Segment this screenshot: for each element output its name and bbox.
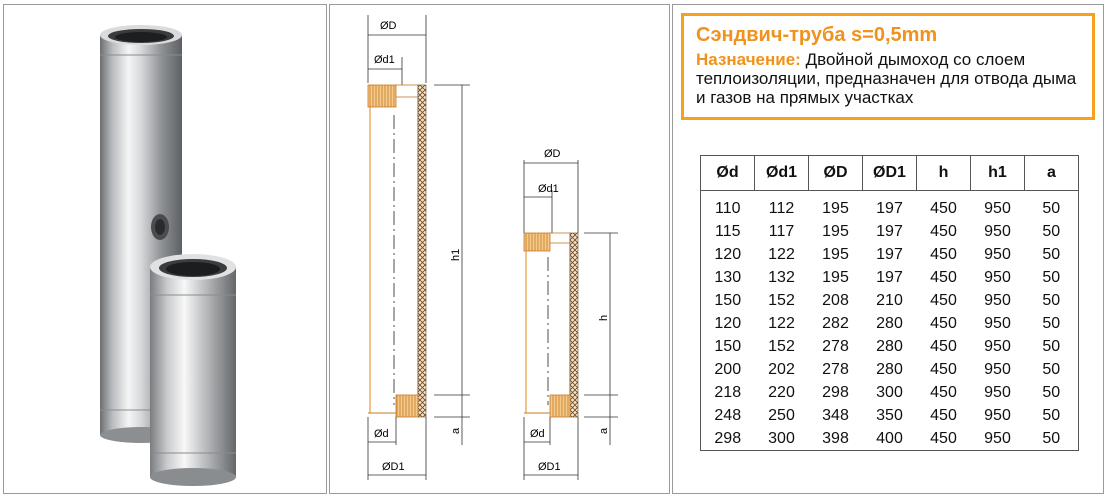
column-header: Ød1 — [755, 156, 809, 191]
table-cell: 300 — [876, 383, 903, 401]
small-inner-diameter-bottom-label: Ød — [530, 428, 545, 440]
column-header: ØD — [809, 156, 863, 191]
column-header: Ød — [701, 156, 755, 191]
table-cell: 298 — [714, 429, 742, 447]
table-cell: 50 — [1042, 268, 1061, 286]
table-cell: 195 — [822, 268, 849, 286]
table-row — [701, 191, 1079, 221]
small-outer-diameter-label: ØD — [544, 148, 561, 160]
column-header: a — [1025, 156, 1079, 191]
table-cell: 950 — [984, 222, 1011, 240]
table-cell: 450 — [930, 383, 957, 401]
product-photo-panel — [3, 4, 327, 494]
table-row — [701, 243, 1079, 266]
small-height-label: h — [598, 314, 610, 321]
table-cell: 50 — [1042, 222, 1061, 240]
table-cell: 195 — [822, 199, 849, 217]
dimensions-table — [700, 155, 1079, 451]
table-cell: 197 — [876, 199, 903, 217]
table-cell: 280 — [876, 314, 903, 332]
table-cell: 132 — [768, 268, 795, 286]
table-cell: 50 — [1042, 314, 1061, 332]
table-cell: 120 — [714, 245, 742, 263]
large-outer-diameter-bottom-label: ØD1 — [382, 461, 405, 473]
table-cell: 250 — [768, 406, 795, 424]
small-gap-label: a — [598, 427, 610, 434]
table-cell: 278 — [822, 337, 849, 355]
table-cell: 450 — [930, 406, 957, 424]
table-cell: 950 — [984, 383, 1011, 401]
table-row — [701, 335, 1079, 358]
table-cell: 208 — [822, 291, 849, 309]
table-cell: 112 — [768, 199, 795, 217]
table-cell: 950 — [984, 406, 1011, 424]
table-cell: 50 — [1042, 406, 1061, 424]
product-info-box — [681, 13, 1095, 120]
purpose-text: Двойной дымоход со слоем теплоизоляции, предназначен для отвода дыма и газов на прямых участках — [696, 50, 1077, 107]
small-inner-diameter-top-label: Ød1 — [538, 183, 559, 195]
table-cell: 195 — [822, 222, 849, 240]
table-cell: 450 — [930, 360, 957, 378]
table-row — [701, 220, 1079, 243]
table-cell: 152 — [768, 337, 795, 355]
table-cell: 117 — [768, 222, 795, 240]
table-row — [701, 381, 1079, 404]
table-cell: 348 — [822, 406, 849, 424]
table-cell: 110 — [714, 199, 741, 217]
table-cell: 280 — [876, 337, 903, 355]
table-row — [701, 289, 1079, 312]
table-cell: 120 — [714, 314, 742, 332]
table-cell: 200 — [714, 360, 742, 378]
table-cell: 450 — [930, 337, 957, 355]
table-cell: 300 — [768, 429, 795, 447]
table-cell: 197 — [876, 222, 903, 240]
table-cell: 115 — [714, 222, 741, 240]
table-cell: 50 — [1042, 337, 1061, 355]
column-header: h1 — [971, 156, 1025, 191]
small-pipe-drawing — [524, 148, 618, 480]
short-pipe — [150, 254, 236, 486]
table-cell: 152 — [768, 291, 795, 309]
table-cell: 50 — [1042, 429, 1061, 447]
table-cell: 220 — [768, 383, 795, 401]
pipe-schematic — [330, 5, 669, 493]
product-title: Сэндвич-труба s=0,5mm — [696, 24, 938, 46]
specification-panel — [672, 4, 1104, 494]
table-cell: 150 — [714, 291, 742, 309]
table-cell: 210 — [876, 291, 903, 309]
column-header: ØD1 — [863, 156, 917, 191]
table-cell: 950 — [984, 245, 1011, 263]
table-cell: 450 — [930, 245, 957, 263]
table-cell: 278 — [822, 360, 849, 378]
large-inner-diameter-top-label: Ød1 — [374, 54, 395, 66]
table-cell: 122 — [768, 245, 795, 263]
table-cell: 50 — [1042, 383, 1061, 401]
table-cell: 122 — [768, 314, 795, 332]
table-cell: 350 — [876, 406, 903, 424]
table-cell: 248 — [714, 406, 742, 424]
large-pipe-drawing — [368, 15, 470, 480]
table-cell: 450 — [930, 291, 957, 309]
large-height-label: h1 — [450, 248, 462, 261]
table-row — [701, 358, 1079, 381]
table-cell: 150 — [714, 337, 742, 355]
large-outer-diameter-label: ØD — [380, 20, 397, 32]
table-header-row — [701, 156, 1079, 191]
table-row — [701, 404, 1079, 427]
table-cell: 450 — [930, 429, 957, 447]
table-row — [701, 266, 1079, 289]
table-cell: 195 — [822, 245, 849, 263]
product-purpose — [696, 50, 1080, 107]
table-cell: 202 — [768, 360, 795, 378]
table-cell: 50 — [1042, 199, 1061, 217]
table-cell: 950 — [984, 268, 1011, 286]
table-row — [701, 427, 1079, 451]
purpose-label: Назначение: — [696, 50, 801, 69]
table-cell: 950 — [984, 429, 1011, 447]
table-cell: 950 — [984, 337, 1011, 355]
technical-drawing-panel — [329, 4, 670, 494]
table-row — [701, 312, 1079, 335]
table-cell: 280 — [876, 360, 903, 378]
large-gap-label: a — [450, 427, 462, 434]
table-cell: 282 — [822, 314, 849, 332]
table-cell: 450 — [930, 268, 957, 286]
table-cell: 298 — [822, 383, 849, 401]
table-cell: 450 — [930, 314, 957, 332]
table-cell: 398 — [822, 429, 849, 447]
column-header: h — [917, 156, 971, 191]
table-cell: 197 — [876, 245, 903, 263]
sandwich-pipe-photo — [4, 5, 326, 493]
table-cell: 130 — [714, 268, 742, 286]
large-inner-diameter-bottom-label: Ød — [374, 428, 389, 440]
table-cell: 50 — [1042, 360, 1061, 378]
table-cell: 197 — [876, 268, 903, 286]
table-body — [701, 191, 1079, 451]
small-outer-diameter-bottom-label: ØD1 — [538, 461, 561, 473]
table-cell: 50 — [1042, 291, 1061, 309]
table-cell: 450 — [930, 222, 957, 240]
table-cell: 950 — [984, 360, 1011, 378]
table-cell: 950 — [984, 199, 1011, 217]
table-cell: 950 — [984, 291, 1011, 309]
table-cell: 400 — [876, 429, 903, 447]
table-cell: 450 — [930, 199, 957, 217]
table-cell: 218 — [714, 383, 742, 401]
table-cell: 950 — [984, 314, 1011, 332]
table-cell: 50 — [1042, 245, 1061, 263]
